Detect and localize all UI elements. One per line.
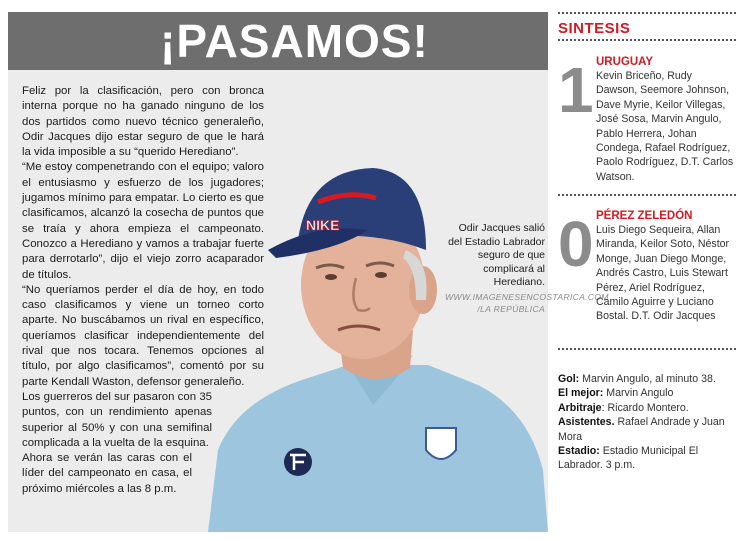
fact-best-player: El mejor: Marvin Angulo [558, 387, 674, 400]
photo-credit: WWW.IMAGENESENCOSTARICA.COM /LA REPÚBLICA [445, 291, 609, 314]
team-block-uruguay [558, 56, 736, 186]
caption-text: Odir Jacques salió del Estadio Labrador seguro de que complicará al Herediano. [448, 222, 545, 288]
photo-caption [445, 222, 609, 315]
divider [558, 348, 736, 350]
team-score: 0 [558, 208, 594, 280]
article-paragraph: Ahora se verán las caras con el líder del campeonato en casa, el próximo miércoles a las 8 p.m. [22, 452, 192, 495]
sidebar-title: SINTESIS [558, 20, 631, 37]
team-roster: Luis Diego Sequeira, Allan Miranda, Keilor Soto, Néstor Monge, Juan Diego Monge, Andrés Castro, Luis Stewart Pérez, Ariel Rodríguez, Camilo Aguirre y Luciano Bostal. D.T. Odir Jacques [596, 224, 730, 323]
synthesis-sidebar [558, 12, 736, 532]
divider [558, 39, 736, 41]
fact-referee: Arbitraje: Ricardo Montero. [558, 401, 689, 414]
match-facts [558, 372, 736, 473]
article-headline: ¡PASAMOS! [8, 12, 548, 70]
article-paragraph: “No queríamos perder el día de hoy, en todo caso clasificamos y viene un torneo corto aparte. No buscábamos un rival en específico, queríamos clasificar independientemente del rival que nos tocara. Tenemos opciones al título, por algo clasificamos”, comentó por su parte Kendall Waston, defensor generaleño. [22, 283, 264, 388]
article-paragraph: “Me estoy compenetrando con el equipo; valoro el entusiasmo y esfuerzo de los jugadores; jugamos mínimo para empatar. Lo cierto es que clasificamos, alcanzó la cosecha de puntos que se traía y ahora empieza el campeonato. Conozco a Herediano y vamos a trabajar fuerte para derrotarlo”, dijo el viejo zorro acaparador de títulos. [22, 161, 264, 281]
fact-stadium: Estadio: Estadio Municipal El Labrador. 3 p.m. [558, 445, 699, 472]
team-roster: Kevin Briceño, Rudy Dawson, Seemore Johnson, Dave Myrie, Keilor Villegas, José Sosa, Marvin Angulo, Pablo Herrera, Johan Condega, Rafael Rodríguez, Paolo Rodríguez, D.T. Carlos Watson. [596, 70, 734, 183]
fact-goal: Gol: Marvin Angulo, al minuto 38. [558, 373, 716, 385]
article-paragraph: Los guerreros del sur pasaron con 35 puntos, con un rendimiento apenas superior al 50% y con una semifinal complicada a la vuelta de la esquina. [22, 390, 212, 449]
club-crest-icon [426, 428, 456, 459]
team-score: 1 [558, 54, 594, 126]
team-name: PÉREZ ZELEDÓN [596, 210, 693, 222]
fact-assistants: Asistentes. Rafael Andrade y Juan Mora [558, 416, 725, 443]
team-block-perez-zeledon [558, 210, 736, 340]
divider [558, 12, 736, 14]
cap-logo-text: NIKE [306, 217, 340, 233]
team-name: URUGUAY [596, 56, 654, 68]
article-paragraph: Feliz por la clasificación, pero con bronca interna porque no ha ganado ninguno de los dos partidos como nuevo técnico generaleño, Odir Jacques dijo estar seguro de que le hará la vida imposible a su “querido Herediano”. [22, 85, 264, 159]
coach-photo [198, 150, 609, 532]
divider [558, 194, 736, 196]
